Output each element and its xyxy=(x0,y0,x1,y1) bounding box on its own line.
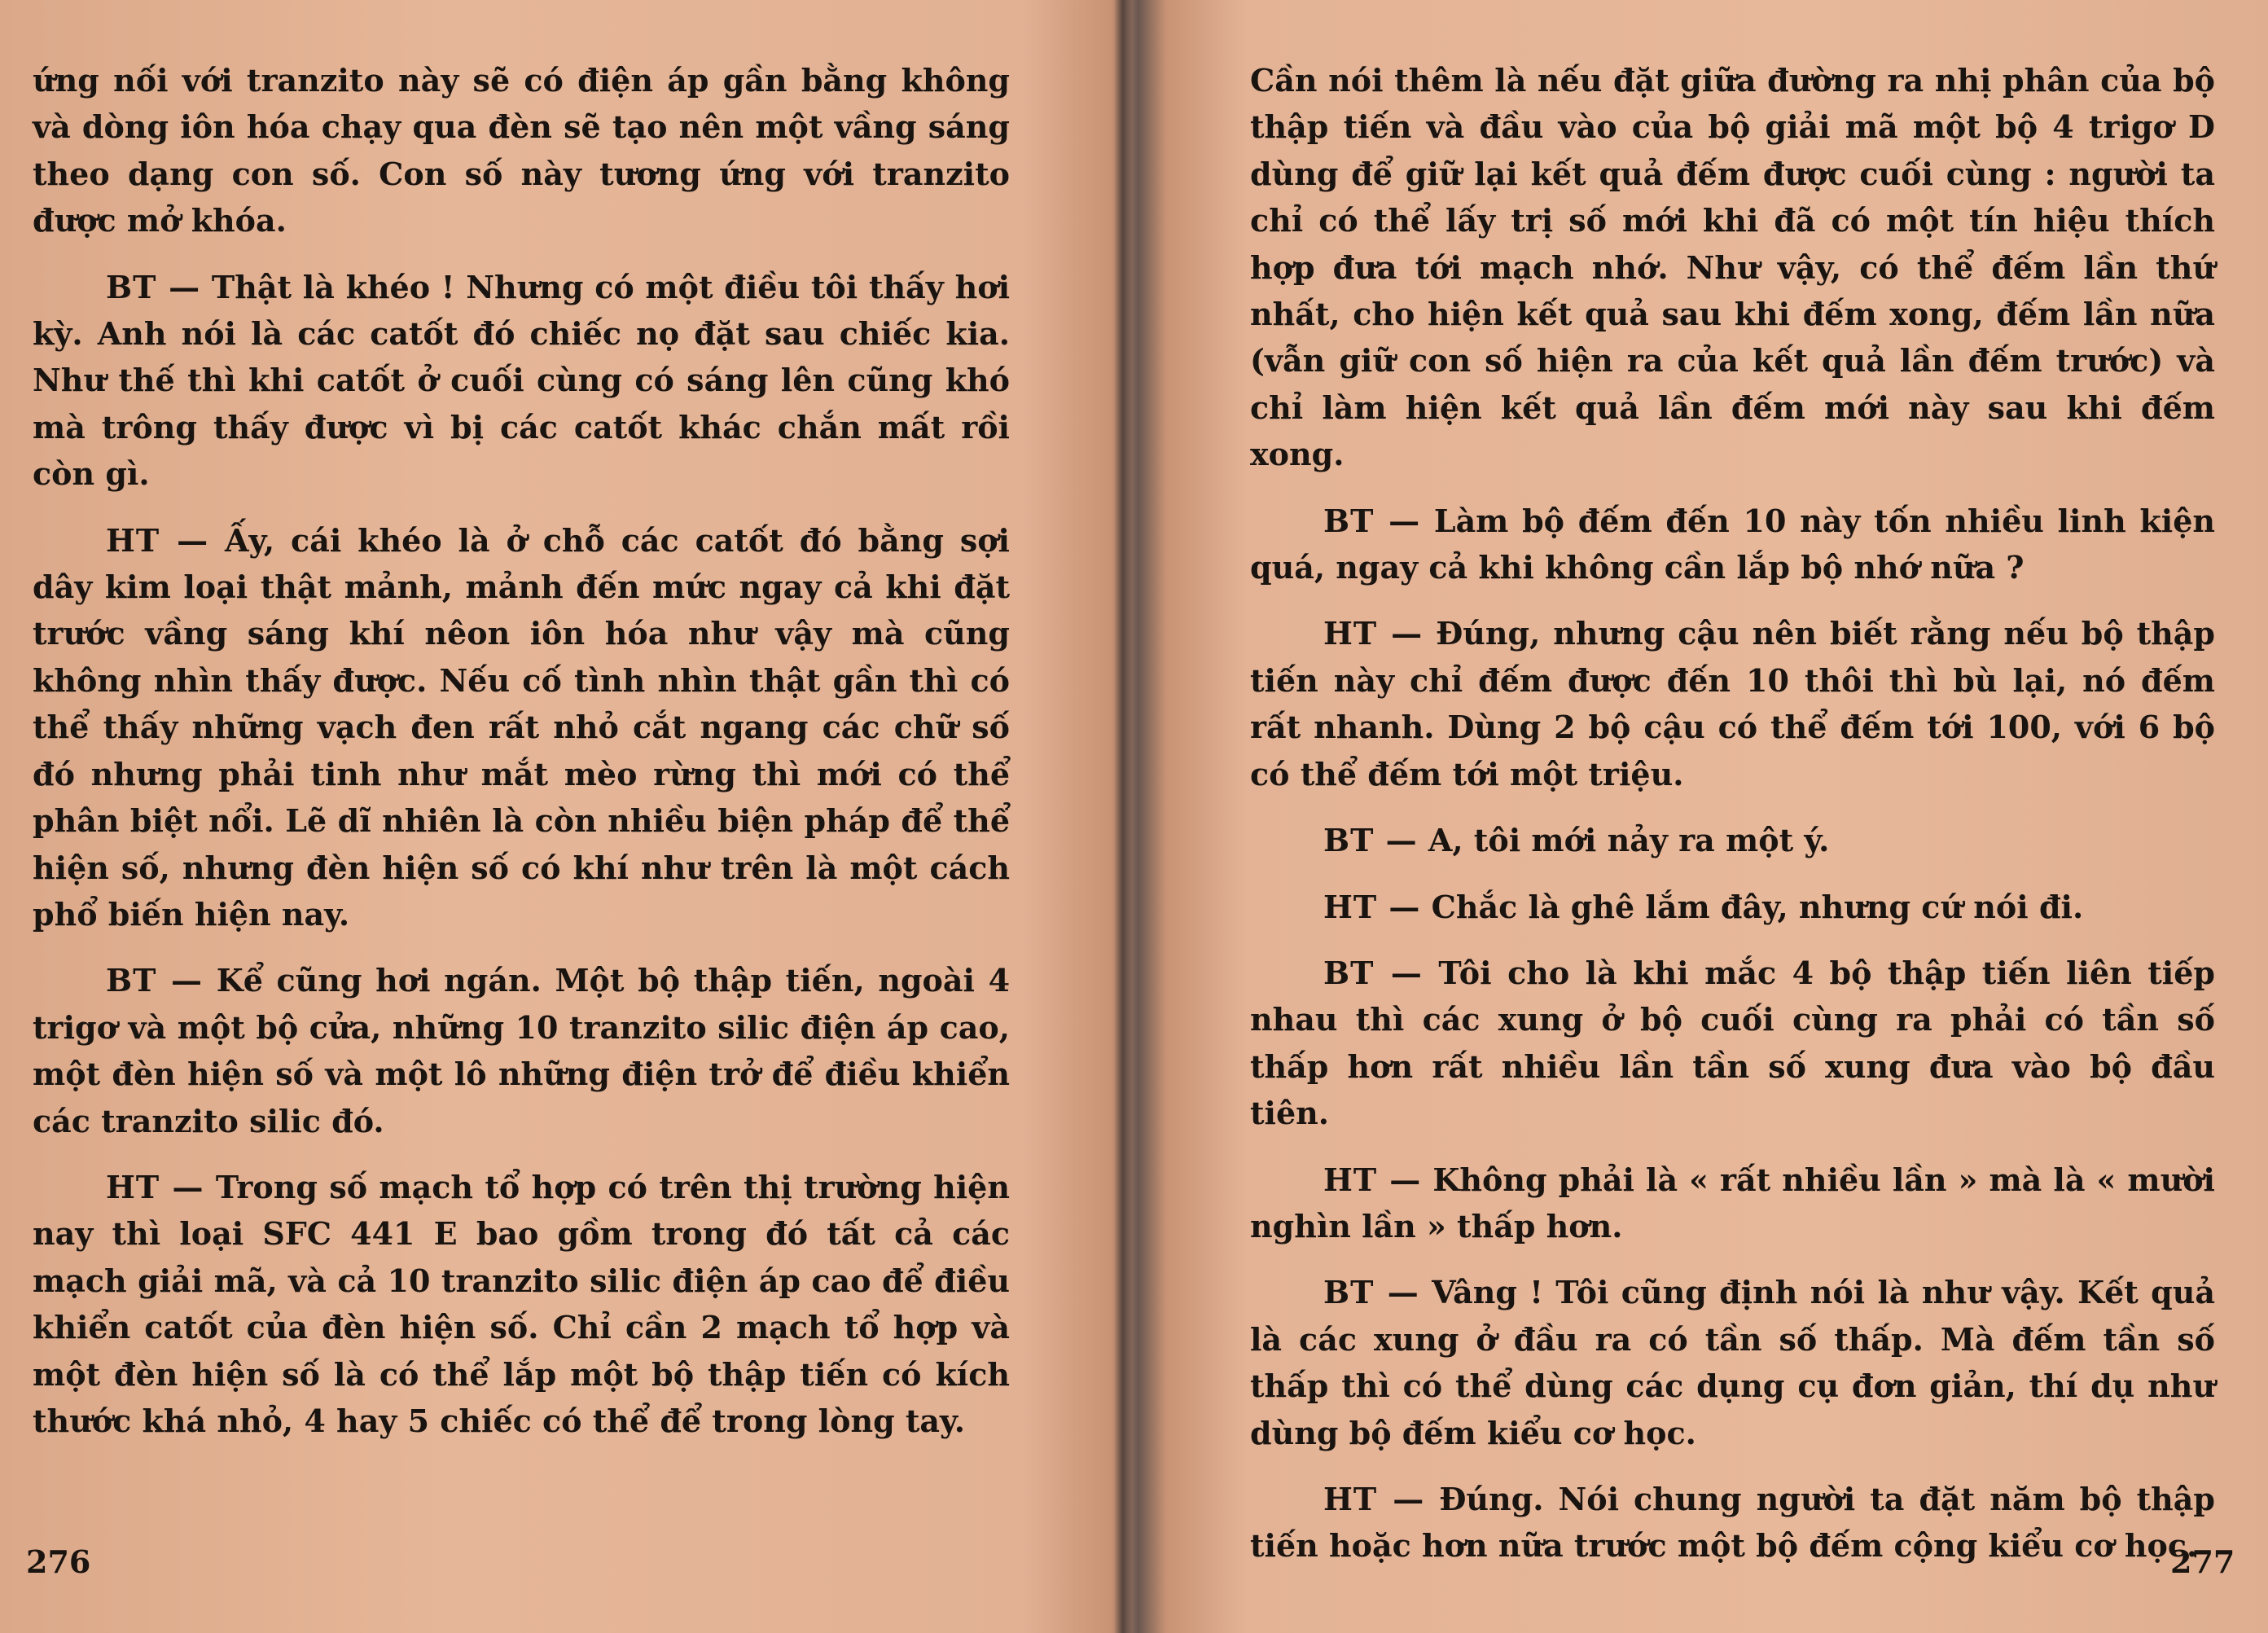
speaker-label: BT — xyxy=(1323,822,1418,859)
paragraph-text: A, tôi mới nảy ra một ý. xyxy=(1428,822,1830,859)
paragraph xyxy=(33,264,1010,498)
speaker-label: HT — xyxy=(106,1168,204,1205)
speaker-label: HT — xyxy=(1323,1480,1425,1517)
paragraph xyxy=(1250,817,2215,863)
paragraph-text: Không phải là « rất nhiều lần » mà là « mười nghìn lần » thấp hơn. xyxy=(1250,1161,2215,1245)
paragraph xyxy=(33,957,1010,1144)
paragraph-text: Ấy, cái khéo là ở chỗ các catốt đó bằng sợi dây kim loại thật mảnh, mảnh đến mức ngay cả khi đặt trước vầng sáng khí nêon iôn hóa như vậy mà cũng không nhìn thấy được. Nếu cố tình nhìn thật gần thì có thể thấy những vạch đen rất nhỏ cắt ngang các chữ số đó nhưng phải tinh như mắt mèo rừng thì mới có thể phân biệt nổi. Lẽ dĩ nhiên là còn nhiều biện pháp để thể hiện số, nhưng đèn hiện số có khí như trên là một cách phổ biến hiện nay. xyxy=(33,521,1010,933)
paragraph xyxy=(1250,498,2215,591)
page-number-left: 276 xyxy=(26,1543,91,1580)
paragraph-text: Làm bộ đếm đến 10 này tốn nhiều linh kiện quá, ngay cả khi không cần lắp bộ nhớ nữa ? xyxy=(1250,502,2216,586)
speaker-label: BT — xyxy=(106,268,201,305)
paragraph-text: Chắc là ghê lắm đây, nhưng cứ nói đi. xyxy=(1431,888,2084,925)
speaker-label: BT — xyxy=(1323,1274,1419,1311)
paragraph xyxy=(1250,884,2215,930)
speaker-label: HT — xyxy=(1323,615,1424,652)
paragraph xyxy=(1250,1476,2215,1569)
page-number-right: 277 xyxy=(2170,1543,2235,1580)
paragraph-text: Thật là khéo ! Nhưng có một điều tôi thấy hơi kỳ. Anh nói là các catốt đó chiếc nọ đặt sau chiếc kia. Như thế thì khi catốt ở cuối cùng có sáng lên cũng khó mà trông thấy được vì bị các catốt khác chắn mất rồi còn gì. xyxy=(33,268,1011,493)
speaker-label: HT — xyxy=(1323,888,1421,925)
speaker-label: BT — xyxy=(1323,502,1421,539)
paragraph-text: Cần nói thêm là nếu đặt giữa đường ra nhị phân của bộ thập tiến và đầu vào của bộ giải mã một bộ 4 trigơ D dùng để giữ lại kết quả đếm được cuối cùng : người ta chỉ có thể lấy trị số mới khi đã có một tín hiệu thích hợp đưa tới mạch nhớ. Như vậy, có thể đếm lần thứ nhất, cho hiện kết quả sau khi đếm xong, đếm lần nữa (vẫn giữ con số hiện ra của kết quả lần đếm trước) và chỉ làm hiện kết quả lần đếm mới này sau khi đếm xong. xyxy=(1250,62,2215,473)
paragraph xyxy=(1250,57,2215,478)
paragraph-text: Đúng, nhưng cậu nên biết rằng nếu bộ thập tiến này chỉ đếm được đến 10 thôi thì bù lại, nó đếm rất nhanh. Dùng 2 bộ cậu có thể đếm tới 100, với 6 bộ có thể đếm tới một triệu. xyxy=(1250,615,2215,792)
book-gutter xyxy=(1114,0,1132,1633)
paragraph xyxy=(33,57,1010,244)
paragraph-text: Tôi cho là khi mắc 4 bộ thập tiến liên tiếp nhau thì các xung ở bộ cuối cùng ra phải có tần số thấp hơn rất nhiều lần tần số xung đưa vào bộ đầu tiên. xyxy=(1250,954,2215,1132)
paragraph xyxy=(33,517,1010,938)
paragraph-text: Vâng ! Tôi cũng định nói là như vậy. Kết quả là các xung ở đầu ra có tần số thấp. Mà đếm tần số thấp thì có thể dùng các dụng cụ đơn giản, thí dụ như dùng bộ đếm kiểu cơ học. xyxy=(1250,1274,2216,1451)
paragraph xyxy=(1250,610,2215,797)
paragraph xyxy=(1250,1269,2215,1456)
paragraph xyxy=(1250,1157,2215,1250)
left-page xyxy=(33,57,1010,1464)
right-page xyxy=(1250,57,2215,1589)
paragraph xyxy=(1250,950,2215,1137)
speaker-label: HT — xyxy=(106,521,209,559)
paragraph-text: Đúng. Nói chung người ta đặt năm bộ thập tiến hoặc hơn nữa trước một bộ đếm cộng kiểu cơ học. xyxy=(1250,1480,2215,1565)
paragraph-text: Trong số mạch tổ hợp có trên thị trường hiện nay thì loại SFC 441 E bao gồm trong đó tất cả các mạch giải mã, và cả 10 tranzito silic điện áp cao để điều khiển catốt của đèn hiện số. Chỉ cần 2 mạch tổ hợp và một đèn hiện số là có thể lắp một bộ thập tiến có kích thước khá nhỏ, 4 hay 5 chiếc có thể để trong lòng tay. xyxy=(33,1168,1010,1439)
paragraph-text: Kể cũng hơi ngán. Một bộ thập tiến, ngoài 4 trigơ và một bộ cửa, những 10 tranzito silic điện áp cao, một đèn hiện số và một lô những điện trở để điều khiển các tranzito silic đó. xyxy=(33,962,1011,1139)
speaker-label: HT — xyxy=(1323,1161,1422,1198)
paragraph-text: ứng nối với tranzito này sẽ có điện áp gần bằng không và dòng iôn hóa chạy qua đèn sẽ tạo nên một vầng sáng theo dạng con số. Con số này tương ứng với tranzito được mở khóa. xyxy=(33,62,1010,239)
speaker-label: BT — xyxy=(1323,954,1423,991)
paragraph xyxy=(33,1164,1010,1444)
speaker-label: BT — xyxy=(106,962,204,999)
